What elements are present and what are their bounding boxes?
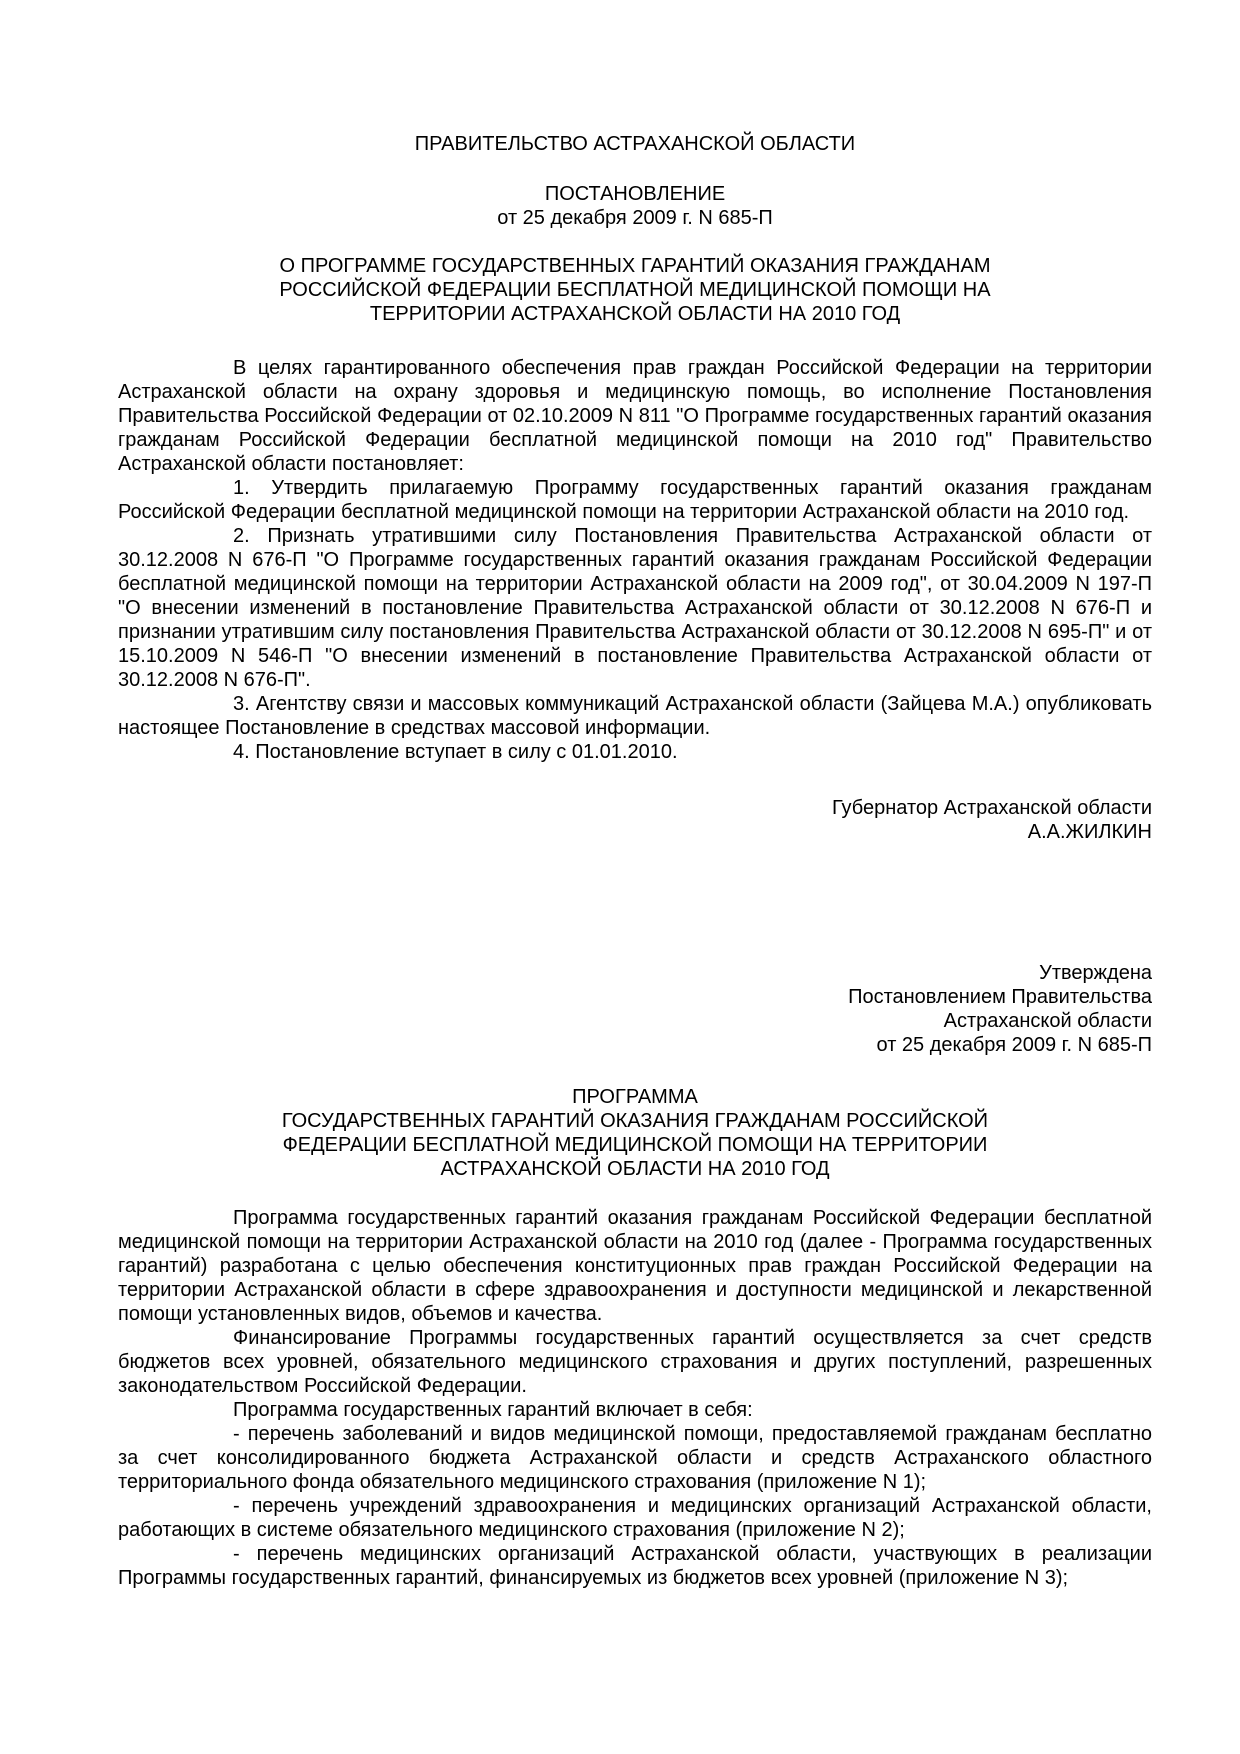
document-title-line: РОССИЙСКОЙ ФЕДЕРАЦИИ БЕСПЛАТНОЙ МЕДИЦИНСКОЙ ПОМОЩИ НА	[279, 279, 991, 301]
program-title	[118, 1085, 1152, 1181]
program-paragraph: - перечень медицинских организаций Астраханской области, участвующих в реализации Программы государственных гарантий, финансируемых из бюджетов всех уровней (приложение N 3);	[118, 1543, 1152, 1589]
document-date-number: от 25 декабря 2009 г. N 685-П	[497, 207, 773, 229]
decree-point-3: 3. Агентству связи и массовых коммуникаций Астраханской области (Зайцева М.А.) опубликовать настоящее Постановление в средствах массовой информации.	[118, 693, 1152, 739]
program-paragraph: Финансирование Программы государственных гарантий осуществляется за счет средств бюджетов всех уровней, обязательного медицинского страхования и других поступлений, разрешенных законодательством Российской Федерации.	[118, 1327, 1152, 1397]
signature-block	[118, 796, 1152, 844]
approval-line: Астраханской области	[943, 1010, 1152, 1032]
program-paragraph: Программа государственных гарантий оказания гражданам Российской Федерации бесплатной медицинской помощи на территории Астраханской области на 2010 год (далее - Программа государственных гарантий) разработана с целью обеспечения конституционных прав граждан Российской Федерации на территории Астраханской области в сфере здравоохранения и доступности медицинской и лекарственной помощи установленных видов, объемов и качества.	[118, 1207, 1152, 1325]
decree-point-1: 1. Утвердить прилагаемую Программу государственных гарантий оказания гражданам Российской Федерации бесплатной медицинской помощи на территории Астраханской области на 2010 год.	[118, 477, 1152, 523]
approval-line: Утверждена	[1039, 962, 1152, 984]
decree-preamble: В целях гарантированного обеспечения прав граждан Российской Федерации на территории Астраханской области на охрану здоровья и медицинскую помощь, во исполнение Постановления Правительства Российской Федерации от 02.10.2009 N 811 "О Программе государственных гарантий оказания гражданам Российской Федерации бесплатной медицинской помощи на 2010 год" Правительство Астраханской области постановляет:	[118, 357, 1152, 475]
decree-point-2: 2. Признать утратившими силу Постановления Правительства Астраханской области от 30.12.2008 N 676-П "О Программе государственных гарантий оказания гражданам Российской Федерации бесплатной медицинской помощи на территории Астраханской области на 2009 год", от 30.04.2009 N 197-П "О внесении изменений в постановление Правительства Астраханской области от 30.12.2008 N 676-П и признании утратившим силу постановления Правительства Астраханской области от 30.12.2008 N 695-П" и от 15.10.2009 N 546-П "О внесении изменений в постановление Правительства Астраханской области от 30.12.2008 N 676-П".	[118, 525, 1152, 691]
document-title-line: О ПРОГРАММЕ ГОСУДАРСТВЕННЫХ ГАРАНТИЙ ОКАЗАНИЯ ГРАЖДАНАМ	[279, 255, 991, 277]
document-title-line: ТЕРРИТОРИИ АСТРАХАНСКОЙ ОБЛАСТИ НА 2010 ГОД	[369, 303, 901, 325]
program-title-line: ГОСУДАРСТВЕННЫХ ГАРАНТИЙ ОКАЗАНИЯ ГРАЖДАНАМ РОССИЙСКОЙ	[281, 1110, 989, 1132]
approval-line: Постановлением Правительства	[848, 986, 1152, 1008]
program-paragraph: Программа государственных гарантий включает в себя:	[233, 1399, 753, 1421]
program-title-line: ПРОГРАММА	[572, 1086, 698, 1108]
document-title	[118, 254, 1152, 326]
signature-position: Губернатор Астраханской области	[832, 797, 1152, 819]
decree-body	[118, 356, 1152, 764]
program-title-line: АСТРАХАНСКОЙ ОБЛАСТИ НА 2010 ГОД	[440, 1158, 830, 1180]
program-paragraph: - перечень учреждений здравоохранения и медицинских организаций Астраханской области, работающих в системе обязательного медицинского страхования (приложение N 2);	[118, 1495, 1152, 1541]
approval-block	[118, 961, 1152, 1057]
authority-name: ПРАВИТЕЛЬСТВО АСТРАХАНСКОЙ ОБЛАСТИ	[414, 133, 856, 155]
document-type: ПОСТАНОВЛЕНИЕ	[544, 183, 726, 205]
program-body	[118, 1206, 1152, 1590]
signature-name: А.А.ЖИЛКИН	[1027, 821, 1152, 843]
approval-line: от 25 декабря 2009 г. N 685-П	[876, 1034, 1152, 1056]
decree-point-4: 4. Постановление вступает в силу с 01.01.2010.	[233, 741, 678, 763]
program-title-line: ФЕДЕРАЦИИ БЕСПЛАТНОЙ МЕДИЦИНСКОЙ ПОМОЩИ НА ТЕРРИТОРИИ	[282, 1134, 988, 1156]
program-paragraph: - перечень заболеваний и видов медицинской помощи, предоставляемой гражданам бесплатно за счет консолидированного бюджета Астраханской области и средств Астраханского областного территориального фонда обязательного медицинского страхования (приложение N 1);	[118, 1423, 1152, 1493]
